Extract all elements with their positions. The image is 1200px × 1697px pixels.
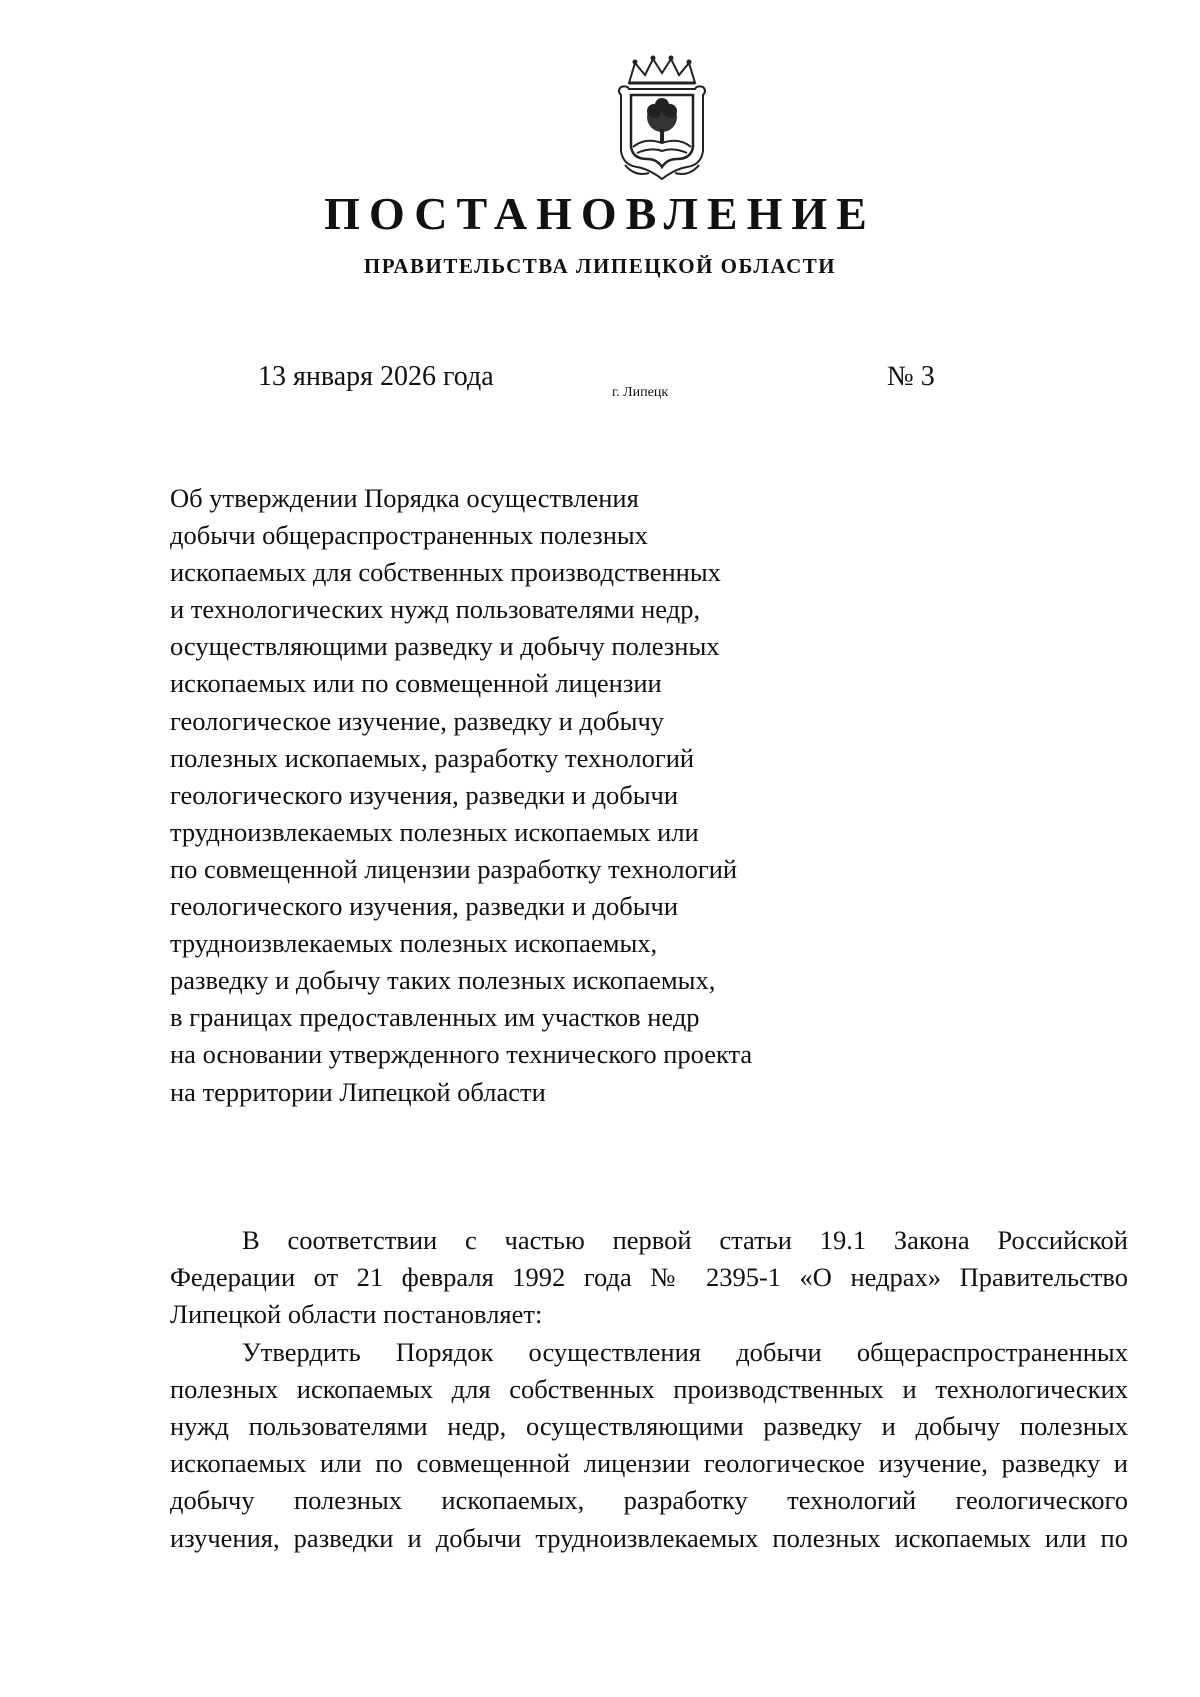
document-number: № 3 bbox=[887, 361, 935, 392]
subject-line: по совмещенной лицензии разработку технологий bbox=[170, 853, 738, 884]
subject-line: на территории Липецкой области bbox=[170, 1076, 546, 1107]
subject-line: трудноизвлекаемых полезных ископаемых или bbox=[170, 816, 699, 847]
body-line: добычу полезных ископаемых, разработку технологий геологического bbox=[170, 1485, 1128, 1516]
document-date: 13 января 2026 года bbox=[258, 361, 494, 392]
subject-line: ископаемых для собственных производственных bbox=[170, 557, 721, 588]
body-line: ископаемых или по совмещенной лицензии геологическое изучение, разведку и bbox=[170, 1448, 1128, 1479]
body-line: нужд пользователями недр, осуществляющими разведку и добычу полезных bbox=[170, 1411, 1128, 1442]
subject-line: разведку и добычу таких полезных ископаемых, bbox=[170, 965, 716, 996]
subject-line: геологического изучения, разведки и добычи bbox=[170, 891, 679, 922]
document-subtitle: ПРАВИТЕЛЬСТВА ЛИПЕЦКОЙ ОБЛАСТИ bbox=[363, 254, 837, 278]
subject-line: на основании утвержденного технического проекта bbox=[170, 1039, 753, 1070]
subject-line: добычи общераспространенных полезных bbox=[170, 520, 648, 551]
body-line: Федерации от 21 февраля 1992 года № 2395-1 «О недрах» Правительство bbox=[170, 1262, 1128, 1293]
subject-line: Об утверждении Порядка осуществления bbox=[170, 483, 639, 513]
document-title: ПОСТАНОВЛЕНИЕ bbox=[324, 188, 876, 239]
subject-line: и технологических нужд пользователями недр, bbox=[170, 594, 701, 625]
body-line: Утвердить Порядок осуществления добычи общераспространенных bbox=[242, 1336, 1128, 1367]
body-line: Липецкой области постановляет: bbox=[170, 1299, 543, 1330]
subject-line: ископаемых или по совмещенной лицензии bbox=[170, 668, 662, 699]
body-line: изучения, разведки и добычи трудноизвлекаемых полезных ископаемых или по bbox=[170, 1522, 1128, 1553]
document-body bbox=[170, 1222, 1128, 1557]
body-paragraph-2 bbox=[170, 1334, 1128, 1557]
body-line: В соответствии с частью первой статьи 19.1 Закона Российской bbox=[242, 1225, 1128, 1255]
subject-line: осуществляющими разведку и добычу полезных bbox=[170, 631, 720, 662]
subject-line: полезных ископаемых, разработку технологий bbox=[170, 742, 695, 773]
body-paragraph-1 bbox=[170, 1222, 1128, 1334]
subject-line: трудноизвлекаемых полезных ископаемых, bbox=[170, 928, 658, 959]
coat-of-arms-icon bbox=[615, 55, 709, 183]
subject-line: геологическое изучение, разведку и добычу bbox=[170, 705, 665, 736]
body-line: полезных ископаемых для собственных производственных и технологических bbox=[170, 1373, 1128, 1404]
subject-line: в границах предоставленных им участков недр bbox=[170, 1002, 700, 1033]
document-city: г. Липецк bbox=[612, 385, 669, 400]
document-subject bbox=[170, 480, 870, 1111]
subject-line: геологического изучения, разведки и добычи bbox=[170, 779, 679, 810]
